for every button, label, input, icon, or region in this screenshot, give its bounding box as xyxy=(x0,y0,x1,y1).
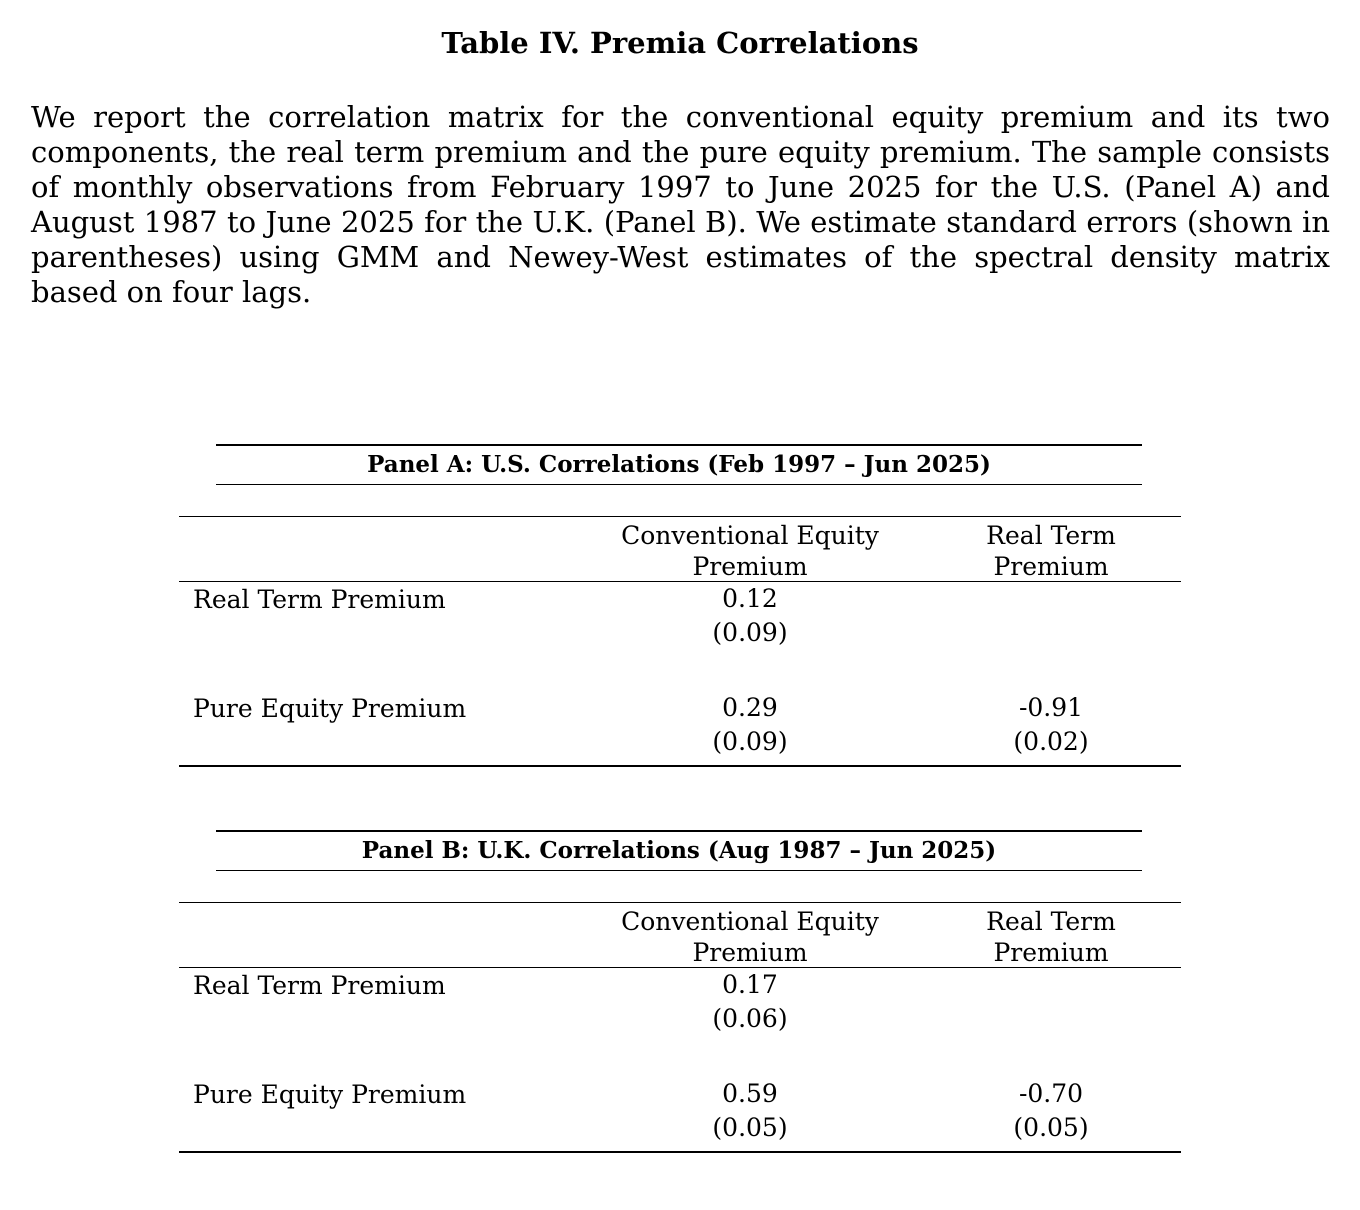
panel-a-cell-rtp-cep xyxy=(579,582,921,650)
panel-a-table xyxy=(179,516,1181,767)
col-header-line: Conventional Equity xyxy=(621,521,879,550)
panel-a-header-row xyxy=(179,517,1181,582)
panel-b-cell-pep-rtp xyxy=(921,1077,1181,1145)
panel-b xyxy=(0,830,1360,1155)
panel-b-cell-rtp-cep xyxy=(579,968,921,1036)
col-header-line: Conventional Equity xyxy=(621,907,879,936)
panel-b-row-label-pure-equity-premium: Pure Equity Premium xyxy=(193,1080,467,1109)
panel-a xyxy=(0,444,1360,769)
col-header-line: Premium xyxy=(993,938,1109,967)
cell-value: 0.12 xyxy=(722,584,778,613)
col-header-line: Real Term xyxy=(986,521,1116,550)
panel-a-cell-pep-cep xyxy=(579,691,921,759)
table-title: Table IV. Premia Correlations xyxy=(441,26,919,60)
cell-value: 0.59 xyxy=(722,1079,778,1108)
col-header-line: Premium xyxy=(692,938,808,967)
panel-a-col-conventional-equity-premium xyxy=(579,520,921,582)
panel-a-body xyxy=(179,582,1181,767)
panel-b-col-real-term-premium xyxy=(921,906,1181,968)
panel-a-title: Panel A: U.S. Correlations (Feb 1997 – Jun 2025) xyxy=(216,444,1142,485)
panel-b-row-label-real-term-premium: Real Term Premium xyxy=(193,971,446,1000)
col-header-line: Premium xyxy=(993,552,1109,581)
cell-se: (0.02) xyxy=(1013,727,1089,756)
panel-a-row-label-real-term-premium: Real Term Premium xyxy=(193,585,446,614)
panel-a-cell-pep-rtp xyxy=(921,691,1181,759)
panel-b-header-row xyxy=(179,903,1181,968)
cell-value: 0.17 xyxy=(722,970,778,999)
panel-b-col-conventional-equity-premium xyxy=(579,906,921,968)
panel-b-cell-pep-cep xyxy=(579,1077,921,1145)
table-caption: We report the correlation matrix for the conventional equity premium and its two components, the real term premium and the pure equity premium. The sample consists of monthly observations from February 1997 to June 2025 for the U.S. (Panel A) and August 1987 to June 2025 for the U.K. (Panel B). We estimate standard errors (shown in parentheses) using GMM and Newey-West estimates of the spectral density matrix based on four lags. xyxy=(31,100,1330,309)
cell-se: (0.09) xyxy=(712,727,788,756)
cell-value: 0.29 xyxy=(722,693,778,722)
cell-se: (0.05) xyxy=(1013,1113,1089,1142)
col-header-line: Real Term xyxy=(986,907,1116,936)
cell-se: (0.05) xyxy=(712,1113,788,1142)
panel-a-col-real-term-premium xyxy=(921,520,1181,582)
cell-se: (0.06) xyxy=(712,1004,788,1033)
col-header-line: Premium xyxy=(692,552,808,581)
cell-se: (0.09) xyxy=(712,618,788,647)
panel-b-body xyxy=(179,968,1181,1153)
panel-b-table xyxy=(179,902,1181,1153)
panel-a-row-label-pure-equity-premium: Pure Equity Premium xyxy=(193,694,467,723)
panel-b-title: Panel B: U.K. Correlations (Aug 1987 – Jun 2025) xyxy=(216,830,1142,871)
cell-value: -0.70 xyxy=(1018,1079,1084,1108)
cell-value: -0.91 xyxy=(1018,693,1084,722)
